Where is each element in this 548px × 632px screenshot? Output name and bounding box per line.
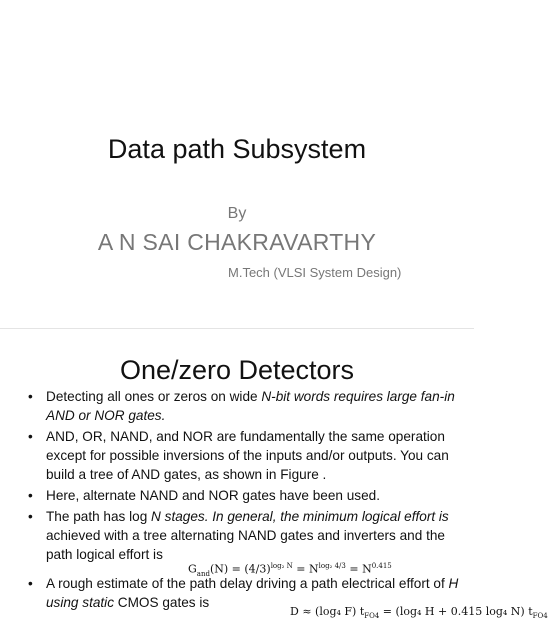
bullet-text: Here, alternate NAND and NOR gates have been used. <box>46 488 380 503</box>
bullet-text: The path has log <box>46 509 152 524</box>
slide-title: Data path Subsystem <box>107 134 367 164</box>
path-delay-equation: D ≈ (log₄ F) $t_{FO4} = (\log_4$ H + 0.415 log₄ N) $t_{FO4}$ <box>290 605 548 621</box>
bullet-text: Detecting all ones or zeros on wide <box>46 389 262 404</box>
bullet-item <box>24 486 464 505</box>
bullet-text-italic: N stages. In general, the minimum logical effort is <box>151 509 449 524</box>
bullet-text: AND, OR, NAND, and NOR are fundamentally the same operation except for possible inversions of the inputs and/or outputs. You can build a tree of AND gates, as shown in Figure . <box>46 429 449 482</box>
bullet-item <box>24 507 464 564</box>
bullet-list <box>24 387 464 614</box>
bullet-text: A rough estimate of the path delay driving a path electrical effort of <box>46 576 449 591</box>
bullet-text: achieved with a tree alternating NAND gates and inverters and the path logical effort is <box>46 528 445 562</box>
content-slide <box>0 329 548 632</box>
slide-title: One/zero Detectors <box>119 355 355 385</box>
bullet-text: CMOS gates is <box>114 595 210 610</box>
bullet-item <box>24 387 464 425</box>
logical-effort-equation: $G_{and}(N) = (4/3)^{log_2 N} = N^{log_2 4/3} = N^{0.415}$ <box>188 562 392 578</box>
author-degree: M.Tech (VLSI System Design) <box>228 265 402 280</box>
title-slide <box>0 0 474 329</box>
by-label: By <box>227 205 247 222</box>
author-name: A N SAI CHAKRAVARTHY <box>97 229 377 255</box>
bullet-text-italic: N-bit words requires large fan-in AND or NOR gates. <box>46 389 455 423</box>
bullet-item <box>24 427 464 484</box>
bullet-text-italic: H using static <box>46 576 459 610</box>
